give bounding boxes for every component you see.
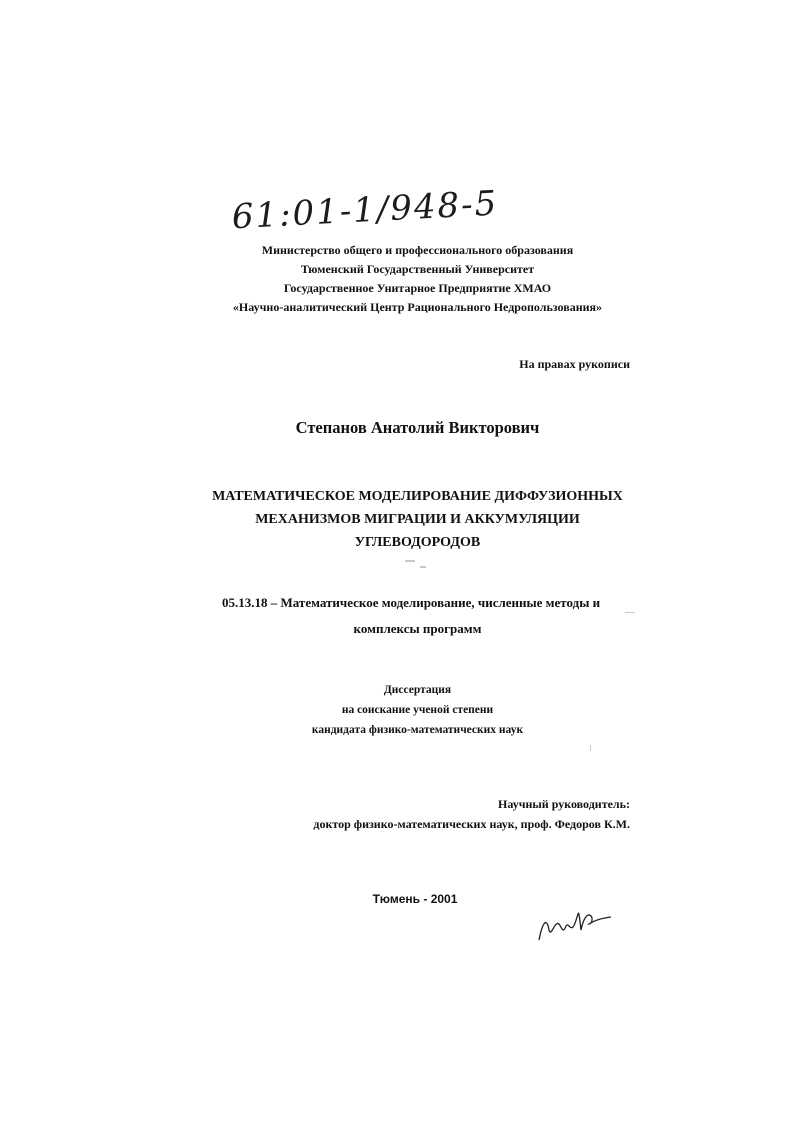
title-line: МЕХАНИЗМОВ МИГРАЦИИ И АККУМУЛЯЦИИ [255, 512, 580, 527]
scan-speck [405, 560, 415, 562]
degree-line: на соискание ученой степени [341, 704, 494, 716]
supervisor-label: Научный руководитель: [498, 797, 630, 811]
supervisor-name: доктор физико-математических наук, проф. Федоров К.М. [313, 817, 630, 831]
specialty-line-2: комплексы программ [353, 621, 482, 636]
degree-line: Диссертация [383, 684, 452, 696]
organization-university: Тюменский Государственный Университет [300, 262, 535, 276]
handwritten-signature [535, 900, 615, 945]
manuscript-note: На правах рукописи [519, 357, 630, 371]
scan-speck [590, 745, 591, 751]
specialty-line-1: 05.13.18 – Математическое моделирование, численные методы и [222, 595, 601, 610]
title-line: МАТЕМАТИЧЕСКОЕ МОДЕЛИРОВАНИЕ ДИФФУЗИОННЫХ [212, 489, 623, 504]
scan-speck [420, 566, 426, 568]
handwritten-registry-code: 61:01-1/948-5 [230, 183, 500, 238]
organization-center: «Научно-аналитический Центр Рационального Недропользования» [232, 300, 603, 314]
organizations-block [20, 241, 795, 317]
dissertation-title [20, 485, 795, 554]
organization-ministry: Министерство общего и профессионального образования [261, 243, 574, 257]
degree-line: кандидата физико-математических наук [311, 724, 524, 736]
author-name: Степанов Анатолий Викторович [295, 418, 540, 437]
title-line: УГЛЕВОДОРОДОВ [354, 535, 481, 550]
scan-speck [625, 612, 635, 613]
organization-enterprise: Государственное Унитарное Предприятие ХМАО [283, 281, 552, 295]
degree-block [20, 680, 795, 740]
city-year: Тюмень - 2001 [372, 892, 458, 906]
